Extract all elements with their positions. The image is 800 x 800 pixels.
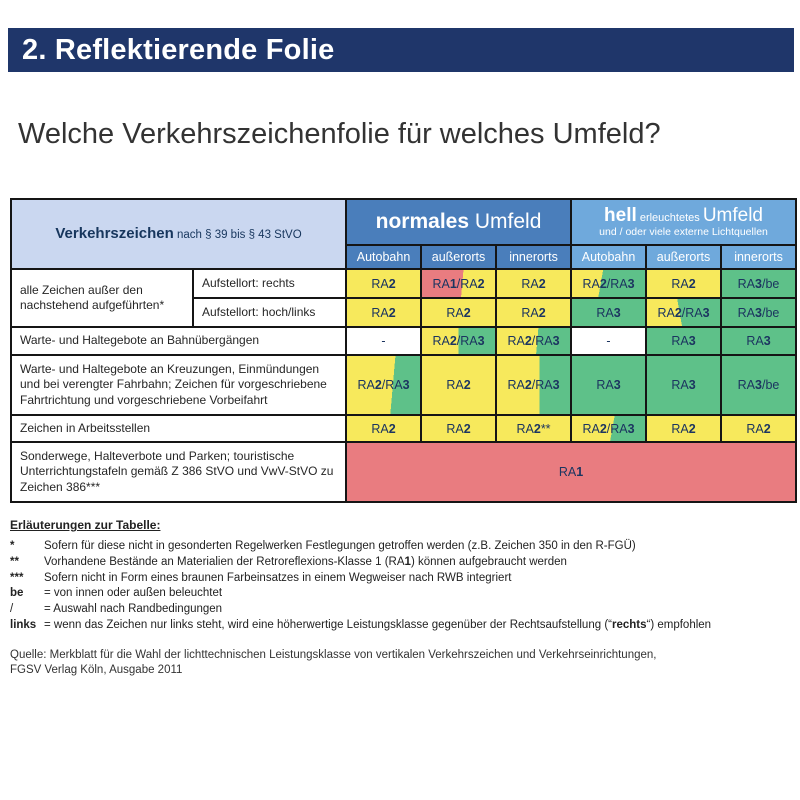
- rating-cell: RA2: [421, 298, 496, 327]
- rating-cell: RA2**: [496, 415, 571, 442]
- rating-cell: RA1/RA2: [421, 269, 496, 298]
- legend-text: = von innen oder außen beleuchtet: [44, 587, 223, 600]
- rating-cell: RA2: [346, 298, 421, 327]
- rating-cell: RA2: [721, 415, 796, 442]
- rating-cell: RA2: [646, 269, 721, 298]
- erleuchtetes-label: erleuchtetes: [636, 211, 703, 224]
- normales-label: normales: [375, 210, 470, 233]
- verkehrszeichen-header: [11, 199, 346, 269]
- hell-umfeld-subtitle: und / oder viele externe Lichtquellen: [599, 225, 768, 238]
- rating-cell: RA2/RA3: [571, 415, 646, 442]
- legend-marker: be: [10, 587, 24, 600]
- column-header-normal: Autobahn: [346, 245, 421, 269]
- column-header-hell: innerorts: [721, 245, 796, 269]
- legend-heading: Erläuterungen zur Tabelle:: [10, 518, 161, 532]
- rating-cell: -: [346, 327, 421, 355]
- rating-cell: RA2/RA3: [646, 298, 721, 327]
- legend-marker: /: [10, 603, 14, 616]
- page-title: Welche Verkehrszeichenfolie für welches Umfeld?: [18, 118, 661, 150]
- rating-cell: RA1: [346, 442, 796, 502]
- rating-cell: -: [571, 327, 646, 355]
- row-label: Sonderwege, Halteverbote und Parken; touristische Unterrichtungstafeln gemäß Z 386 StVO und VwV-StVO zu Zeichen 386***: [11, 442, 346, 502]
- rating-cell: RA3/be: [721, 355, 796, 415]
- rating-cell: RA3/be: [721, 269, 796, 298]
- source-line2: FGSV Verlag Köln, Ausgabe 2011: [10, 664, 183, 676]
- row-sublabel: Aufstellort: hoch/links: [193, 298, 346, 327]
- rating-cell: RA3/be: [721, 298, 796, 327]
- row-label: Warte- und Haltegebote an Bahnübergängen: [11, 327, 346, 355]
- normales-umfeld-label: Umfeld: [469, 210, 542, 233]
- table-body: [11, 269, 796, 502]
- rating-cell: RA3: [571, 298, 646, 327]
- row-label: alle Zeichen außer den nachstehend aufgeführten*: [11, 269, 193, 327]
- legend-item: [10, 555, 792, 571]
- legend-items: [10, 539, 792, 634]
- rating-cell: RA2: [346, 415, 421, 442]
- legend-marker: links: [10, 618, 37, 631]
- legend-item: [10, 539, 792, 555]
- source-note: [10, 648, 656, 678]
- table-row: [11, 327, 796, 355]
- legend: [10, 518, 792, 634]
- row-label: Zeichen in Arbeitsstellen: [11, 415, 346, 442]
- rating-cell: RA2: [496, 298, 571, 327]
- legend-text: = wenn das Zeichen nur links steht, wird eine höherwertige Leistungsklasse gegenüber der Rechtsaufstellung (“rechts“) empfohlen: [44, 618, 712, 631]
- rating-cell: RA2: [421, 355, 496, 415]
- rating-cell: RA3: [646, 327, 721, 355]
- legend-marker: *: [10, 540, 15, 552]
- hell-label: hell: [604, 204, 637, 226]
- section-title: 2. Reflektierende Folie: [22, 33, 335, 66]
- table-row: [11, 269, 796, 298]
- table-header-row: [11, 199, 796, 245]
- hell-umfeld-header: [571, 199, 796, 245]
- hell-umfeld-title: [573, 206, 794, 226]
- rating-cell: RA2/RA3: [496, 355, 571, 415]
- legend-text: Sofern nicht in Form eines braunen Farbeinsatzes in einem Wegweiser nach RWB integriert: [44, 571, 512, 584]
- hell-umfeld-word: Umfeld: [702, 204, 763, 226]
- column-header-hell: Autobahn: [571, 245, 646, 269]
- rating-cell: RA2: [496, 269, 571, 298]
- column-header-hell: außerorts: [646, 245, 721, 269]
- legend-text: Vorhandene Bestände an Materialien der Retroreflexions-Klasse 1 (RA1) können aufgebraucht werden: [44, 555, 567, 568]
- source-line1: Quelle: Merkblatt für die Wahl der lichttechnischen Leistungsklasse von vertikalen Verkehrszeichen und Verkehrseinrichtungen,: [10, 649, 657, 661]
- rating-cell: RA2/RA3: [346, 355, 421, 415]
- legend-item: [10, 602, 792, 618]
- legend-marker: ***: [10, 571, 24, 584]
- rating-cell: RA3: [721, 327, 796, 355]
- rating-cell: RA3: [571, 355, 646, 415]
- row-label: Warte- und Haltegebote an Kreuzungen, Einmündungen und bei verengter Fahrbahn; Zeichen für vorgeschriebene Fahrtrichtung und vorgeschriebene Vorbeifahrt: [11, 355, 346, 415]
- table-row: [11, 415, 796, 442]
- legend-item: [10, 618, 792, 634]
- table-row: [11, 355, 796, 415]
- rating-cell: RA2/RA3: [496, 327, 571, 355]
- legend-marker: **: [10, 555, 19, 568]
- legend-text: = Auswahl nach Randbedingungen: [44, 603, 223, 616]
- folie-table: [10, 198, 797, 503]
- row-sublabel: Aufstellort: rechts: [193, 269, 346, 298]
- legend-item: [10, 571, 792, 587]
- legend-text: Sofern für diese nicht in gesonderten Regelwerken Festlegungen getroffen werden (z.B. Zeichen 350 in den R-FGÜ): [44, 540, 636, 552]
- section-title-bar: [8, 28, 794, 72]
- verkehrszeichen-subtitle: nach § 39 bis § 43 StVO: [173, 229, 302, 241]
- rating-cell: RA2: [646, 415, 721, 442]
- normales-umfeld-header: [346, 199, 571, 245]
- column-header-normal: außerorts: [421, 245, 496, 269]
- column-header-normal: innerorts: [496, 245, 571, 269]
- rating-cell: RA2: [421, 415, 496, 442]
- table-row: [11, 442, 796, 502]
- rating-cell: RA2/RA3: [421, 327, 496, 355]
- verkehrszeichen-title: Verkehrszeichen: [55, 225, 174, 242]
- legend-item: [10, 586, 792, 602]
- rating-cell: RA2/RA3: [571, 269, 646, 298]
- rating-cell: RA2: [346, 269, 421, 298]
- rating-cell: RA3: [646, 355, 721, 415]
